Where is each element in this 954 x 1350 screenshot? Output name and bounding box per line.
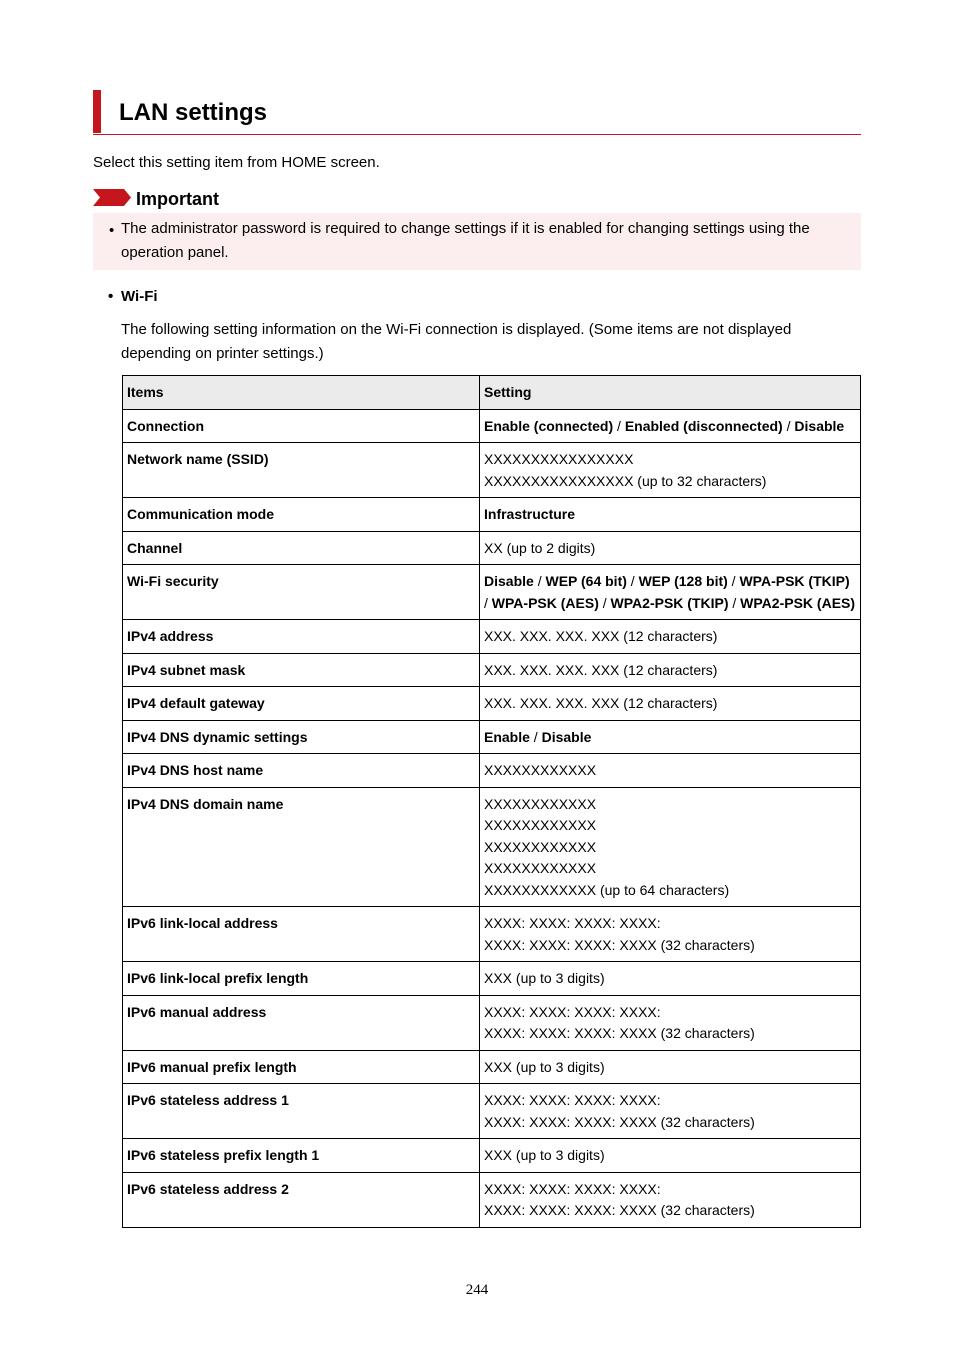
setting-cell: XXXX: XXXX: XXXX: XXXX: XXXX: XXXX: XXXX: XXXX (32 characters)	[480, 1084, 861, 1139]
table-row	[123, 498, 861, 532]
item-cell: IPv4 DNS host name	[123, 754, 480, 788]
table-row	[123, 620, 861, 654]
item-cell: IPv6 manual address	[123, 995, 480, 1050]
item-cell: IPv4 default gateway	[123, 687, 480, 721]
important-label: Important	[136, 189, 219, 209]
table-row	[123, 1084, 861, 1139]
item-cell: Connection	[123, 409, 480, 443]
item-cell: IPv6 stateless address 2	[123, 1172, 480, 1227]
wifi-description: The following setting information on the Wi-Fi connection is displayed. (Some items are not displayed depending on printer settings.)	[121, 321, 792, 362]
item-cell: IPv6 link-local address	[123, 907, 480, 962]
setting-cell: XXX. XXX. XXX. XXX (12 characters)	[480, 620, 861, 654]
table-row	[123, 787, 861, 907]
important-chevrons-icon	[93, 189, 131, 206]
setting-cell: Enable / Disable	[480, 720, 861, 754]
setting-cell: XXXXXXXXXXXX	[480, 754, 861, 788]
header-items: Items	[123, 376, 480, 410]
table-row	[123, 653, 861, 687]
setting-cell: Disable / WEP (64 bit) / WEP (128 bit) / WPA-PSK (TKIP) / WPA-PSK (AES) / WPA2-PSK (TKIP) / WPA2-PSK (AES)	[480, 565, 861, 620]
table-row	[123, 1139, 861, 1173]
item-cell: IPv6 manual prefix length	[123, 1050, 480, 1084]
item-cell: Network name (SSID)	[123, 443, 480, 498]
table-row	[123, 995, 861, 1050]
table-row	[123, 907, 861, 962]
item-cell: IPv6 stateless address 1	[123, 1084, 480, 1139]
important-text: The administrator password is required to change settings if it is enabled for changing settings using the operation panel.	[121, 220, 810, 261]
title-accent-bar	[93, 90, 101, 133]
table-row	[123, 531, 861, 565]
table-row	[123, 754, 861, 788]
wifi-heading-label: Wi-Fi	[121, 288, 158, 305]
page-number: 244	[465, 1282, 489, 1298]
item-cell: IPv6 link-local prefix length	[123, 962, 480, 996]
setting-cell: XXX (up to 3 digits)	[480, 1139, 861, 1173]
header-setting: Setting	[480, 376, 861, 410]
page-title: LAN settings	[119, 99, 268, 126]
important-bullet: •	[109, 222, 115, 239]
table-row	[123, 1050, 861, 1084]
title-bar	[93, 90, 861, 135]
table-row	[123, 962, 861, 996]
setting-cell: XXX. XXX. XXX. XXX (12 characters)	[480, 653, 861, 687]
setting-cell: XXXXXXXXXXXX XXXXXXXXXXXX XXXXXXXXXXXX XXXXXXXXXXXX XXXXXXXXXXXX (up to 64 characters)	[480, 787, 861, 907]
table-row	[123, 1172, 861, 1227]
table-row	[123, 409, 861, 443]
item-cell: Communication mode	[123, 498, 480, 532]
setting-cell: Enable (connected) / Enabled (disconnected) / Disable	[480, 409, 861, 443]
important-box	[93, 213, 861, 270]
table-row	[123, 443, 861, 498]
setting-cell: XXXX: XXXX: XXXX: XXXX: XXXX: XXXX: XXXX: XXXX (32 characters)	[480, 1172, 861, 1227]
table-header-row	[123, 376, 861, 410]
wifi-bullet: •	[108, 288, 114, 305]
setting-cell: XXX (up to 3 digits)	[480, 1050, 861, 1084]
setting-cell: XX (up to 2 digits)	[480, 531, 861, 565]
setting-cell: XXXXXXXXXXXXXXXX XXXXXXXXXXXXXXXX (up to 32 characters)	[480, 443, 861, 498]
intro-text: Select this setting item from HOME screen.	[93, 154, 380, 171]
item-cell: IPv4 DNS domain name	[123, 787, 480, 907]
item-cell: IPv4 DNS dynamic settings	[123, 720, 480, 754]
setting-cell: XXXX: XXXX: XXXX: XXXX: XXXX: XXXX: XXXX: XXXX (32 characters)	[480, 995, 861, 1050]
setting-cell: XXX (up to 3 digits)	[480, 962, 861, 996]
item-cell: IPv4 subnet mask	[123, 653, 480, 687]
setting-cell: Infrastructure	[480, 498, 861, 532]
item-cell: IPv4 address	[123, 620, 480, 654]
table-row	[123, 687, 861, 721]
setting-cell: XXX. XXX. XXX. XXX (12 characters)	[480, 687, 861, 721]
item-cell: Wi-Fi security	[123, 565, 480, 620]
setting-cell: XXXX: XXXX: XXXX: XXXX: XXXX: XXXX: XXXX: XXXX (32 characters)	[480, 907, 861, 962]
item-cell: Channel	[123, 531, 480, 565]
table-row	[123, 565, 861, 620]
wifi-settings-table	[122, 375, 861, 1228]
table-row	[123, 720, 861, 754]
item-cell: IPv6 stateless prefix length 1	[123, 1139, 480, 1173]
